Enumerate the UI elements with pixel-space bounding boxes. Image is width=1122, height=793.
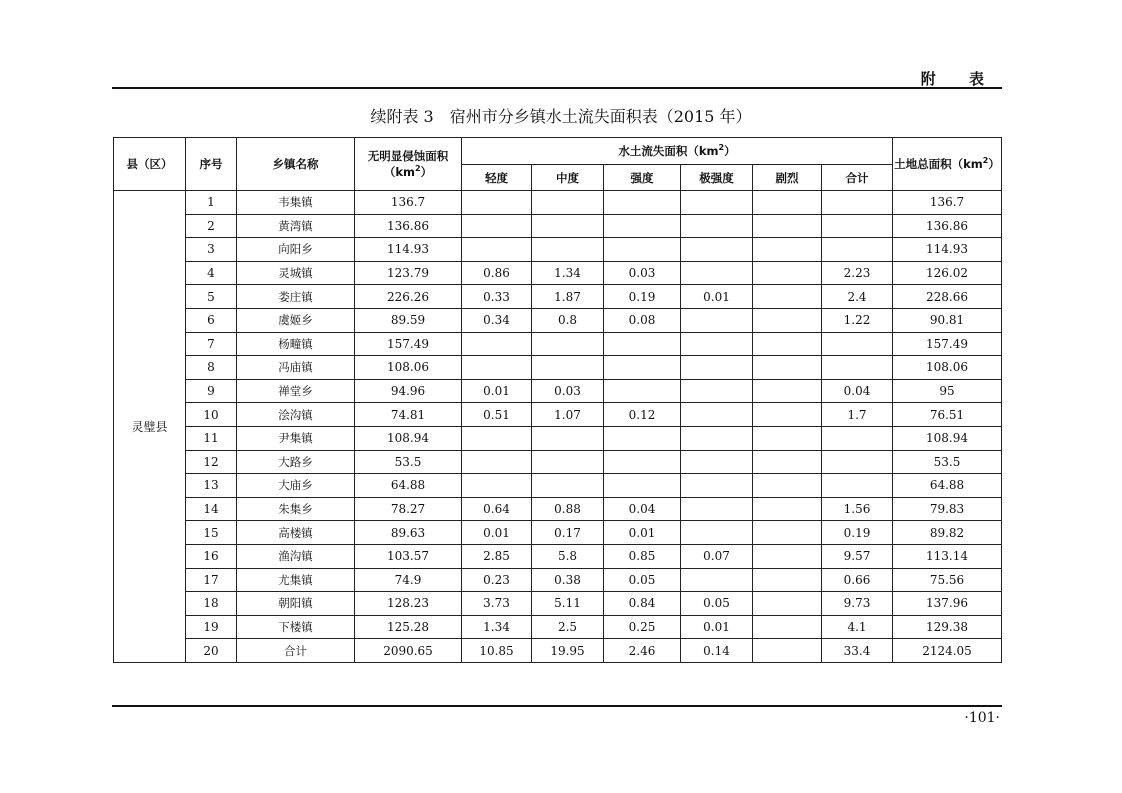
severe-cell (753, 214, 822, 238)
strong-cell: 0.12 (604, 403, 681, 427)
table-row (114, 521, 1002, 545)
very-strong-cell (681, 403, 753, 427)
moderate-cell: 0.38 (532, 568, 604, 592)
subtotal-cell (822, 332, 893, 356)
table-row (114, 615, 1002, 639)
seq-cell: 12 (186, 450, 237, 474)
header-no-erosion-line1: 无明显侵蚀面积 (367, 149, 449, 163)
moderate-cell (532, 332, 604, 356)
light-cell: 0.64 (462, 497, 532, 521)
light-cell: 0.01 (462, 521, 532, 545)
severe-cell (753, 521, 822, 545)
town-cell: 娄庄镇 (237, 285, 355, 309)
very-strong-cell (681, 568, 753, 592)
county-cell: 灵璧县 (114, 191, 186, 663)
table-row (114, 426, 1002, 450)
town-cell: 大路乡 (237, 450, 355, 474)
severe-cell (753, 497, 822, 521)
header-very-strong: 极强度 (681, 165, 753, 191)
no-erosion-cell: 226.26 (355, 285, 462, 309)
moderate-cell: 5.8 (532, 544, 604, 568)
town-cell: 杨疃镇 (237, 332, 355, 356)
header-county: 县（区） (114, 138, 186, 191)
no-erosion-cell: 89.59 (355, 308, 462, 332)
light-cell (462, 450, 532, 474)
town-cell: 禅堂乡 (237, 379, 355, 403)
header-no-erosion-unit-post: ） (420, 165, 433, 179)
header-total-area (893, 138, 1002, 191)
table-row (114, 592, 1002, 616)
subtotal-cell (822, 474, 893, 498)
moderate-cell (532, 356, 604, 380)
moderate-cell: 2.5 (532, 615, 604, 639)
town-cell: 灵城镇 (237, 261, 355, 285)
header-seq: 序号 (186, 138, 237, 191)
no-erosion-cell: 136.86 (355, 214, 462, 238)
header-total-area-pre: 土地总面积（km (894, 157, 983, 171)
subtotal-cell: 0.19 (822, 521, 893, 545)
severe-cell (753, 568, 822, 592)
very-strong-cell: 0.07 (681, 544, 753, 568)
subtotal-cell (822, 356, 893, 380)
town-cell: 冯庙镇 (237, 356, 355, 380)
seq-cell: 15 (186, 521, 237, 545)
header-no-erosion (355, 138, 462, 191)
severe-cell (753, 356, 822, 380)
subtotal-cell: 2.23 (822, 261, 893, 285)
very-strong-cell (681, 356, 753, 380)
severe-cell (753, 474, 822, 498)
no-erosion-cell: 123.79 (355, 261, 462, 285)
strong-cell: 0.03 (604, 261, 681, 285)
subtotal-cell: 0.66 (822, 568, 893, 592)
severe-cell (753, 261, 822, 285)
total-cell: 95 (893, 379, 1002, 403)
no-erosion-cell: 74.9 (355, 568, 462, 592)
total-cell: 137.96 (893, 592, 1002, 616)
top-rule (112, 87, 1002, 89)
moderate-cell: 1.07 (532, 403, 604, 427)
town-cell: 向阳乡 (237, 238, 355, 262)
table-row (114, 379, 1002, 403)
no-erosion-cell: 136.7 (355, 191, 462, 215)
seq-cell: 8 (186, 356, 237, 380)
severe-cell (753, 615, 822, 639)
subtotal-cell (822, 450, 893, 474)
moderate-cell (532, 450, 604, 474)
header-erosion-group-pre: 水土流失面积（km (618, 144, 719, 158)
very-strong-cell (681, 497, 753, 521)
severe-cell (753, 308, 822, 332)
town-cell: 朱集乡 (237, 497, 355, 521)
seq-cell: 17 (186, 568, 237, 592)
bottom-rule (112, 705, 1002, 707)
severe-cell (753, 238, 822, 262)
light-cell (462, 426, 532, 450)
table-row (114, 356, 1002, 380)
strong-cell: 2.46 (604, 639, 681, 663)
subtotal-cell: 9.73 (822, 592, 893, 616)
moderate-cell (532, 191, 604, 215)
light-cell (462, 214, 532, 238)
moderate-cell: 0.88 (532, 497, 604, 521)
light-cell (462, 474, 532, 498)
header-moderate: 中度 (532, 165, 604, 191)
moderate-cell: 1.87 (532, 285, 604, 309)
total-cell: 90.81 (893, 308, 1002, 332)
seq-cell: 9 (186, 379, 237, 403)
very-strong-cell (681, 474, 753, 498)
seq-cell: 6 (186, 308, 237, 332)
town-cell: 浍沟镇 (237, 403, 355, 427)
table-row (114, 285, 1002, 309)
moderate-cell: 0.03 (532, 379, 604, 403)
strong-cell: 0.05 (604, 568, 681, 592)
severe-cell (753, 544, 822, 568)
table-row (114, 403, 1002, 427)
strong-cell (604, 238, 681, 262)
moderate-cell: 0.17 (532, 521, 604, 545)
seq-cell: 11 (186, 426, 237, 450)
subtotal-cell (822, 214, 893, 238)
seq-cell: 3 (186, 238, 237, 262)
seq-cell: 4 (186, 261, 237, 285)
severe-cell (753, 592, 822, 616)
subtotal-cell: 2.4 (822, 285, 893, 309)
no-erosion-cell: 157.49 (355, 332, 462, 356)
town-cell: 下楼镇 (237, 615, 355, 639)
table-row (114, 450, 1002, 474)
no-erosion-cell: 108.94 (355, 426, 462, 450)
header-erosion-group-post: ） (724, 144, 736, 158)
header-no-erosion-line2 (355, 164, 461, 180)
header-subtotal: 合计 (822, 165, 893, 191)
light-cell: 0.34 (462, 308, 532, 332)
light-cell: 0.33 (462, 285, 532, 309)
strong-cell: 0.25 (604, 615, 681, 639)
total-cell: 2124.05 (893, 639, 1002, 663)
total-cell: 113.14 (893, 544, 1002, 568)
moderate-cell: 5.11 (532, 592, 604, 616)
table-row (114, 332, 1002, 356)
town-cell: 虞姬乡 (237, 308, 355, 332)
subtotal-cell: 0.04 (822, 379, 893, 403)
strong-cell: 0.01 (604, 521, 681, 545)
no-erosion-cell: 103.57 (355, 544, 462, 568)
table-row (114, 261, 1002, 285)
subtotal-cell: 1.22 (822, 308, 893, 332)
seq-cell: 10 (186, 403, 237, 427)
total-cell: 79.83 (893, 497, 1002, 521)
strong-cell (604, 426, 681, 450)
total-cell: 136.7 (893, 191, 1002, 215)
seq-cell: 20 (186, 639, 237, 663)
subtotal-cell (822, 191, 893, 215)
erosion-area-table (113, 137, 1002, 663)
very-strong-cell (681, 308, 753, 332)
seq-cell: 7 (186, 332, 237, 356)
town-cell: 朝阳镇 (237, 592, 355, 616)
header-town: 乡镇名称 (237, 138, 355, 191)
light-cell (462, 191, 532, 215)
total-cell: 76.51 (893, 403, 1002, 427)
subtotal-cell: 1.7 (822, 403, 893, 427)
very-strong-cell (681, 261, 753, 285)
total-cell: 89.82 (893, 521, 1002, 545)
table-body (114, 191, 1002, 663)
very-strong-cell (681, 521, 753, 545)
moderate-cell (532, 238, 604, 262)
severe-cell (753, 332, 822, 356)
very-strong-cell: 0.01 (681, 615, 753, 639)
severe-cell (753, 426, 822, 450)
light-cell: 0.86 (462, 261, 532, 285)
seq-cell: 19 (186, 615, 237, 639)
very-strong-cell: 0.05 (681, 592, 753, 616)
no-erosion-cell: 94.96 (355, 379, 462, 403)
strong-cell (604, 356, 681, 380)
section-header-label: 附 表 (920, 70, 998, 88)
light-cell (462, 238, 532, 262)
severe-cell (753, 450, 822, 474)
header-total-area-sup: 2 (982, 156, 989, 166)
seq-cell: 13 (186, 474, 237, 498)
total-cell: 126.02 (893, 261, 1002, 285)
severe-cell (753, 403, 822, 427)
table-title: 续附表 3 宿州市分乡镇水土流失面积表（2015 年） (370, 107, 752, 126)
total-cell: 157.49 (893, 332, 1002, 356)
no-erosion-cell: 53.5 (355, 450, 462, 474)
strong-cell (604, 214, 681, 238)
town-cell: 渔沟镇 (237, 544, 355, 568)
very-strong-cell (681, 214, 753, 238)
town-cell: 韦集镇 (237, 191, 355, 215)
seq-cell: 16 (186, 544, 237, 568)
table-row (114, 191, 1002, 215)
severe-cell (753, 639, 822, 663)
table-row (114, 474, 1002, 498)
no-erosion-cell: 2090.65 (355, 639, 462, 663)
subtotal-cell (822, 426, 893, 450)
no-erosion-cell: 125.28 (355, 615, 462, 639)
very-strong-cell (681, 332, 753, 356)
light-cell: 2.85 (462, 544, 532, 568)
header-no-erosion-unit-sup: 2 (415, 164, 421, 174)
no-erosion-cell: 64.88 (355, 474, 462, 498)
seq-cell: 18 (186, 592, 237, 616)
town-cell: 黄湾镇 (237, 214, 355, 238)
strong-cell (604, 450, 681, 474)
table-row (114, 544, 1002, 568)
moderate-cell: 19.95 (532, 639, 604, 663)
seq-cell: 14 (186, 497, 237, 521)
severe-cell (753, 191, 822, 215)
strong-cell: 0.19 (604, 285, 681, 309)
light-cell (462, 356, 532, 380)
subtotal-cell (822, 238, 893, 262)
total-cell: 108.94 (893, 426, 1002, 450)
light-cell: 0.23 (462, 568, 532, 592)
town-cell: 大庙乡 (237, 474, 355, 498)
header-total-area-post: ） (988, 157, 1000, 171)
table-row (114, 214, 1002, 238)
strong-cell: 0.04 (604, 497, 681, 521)
total-cell: 53.5 (893, 450, 1002, 474)
subtotal-cell: 33.4 (822, 639, 893, 663)
moderate-cell (532, 214, 604, 238)
header-no-erosion-unit-pre: （km (383, 165, 416, 179)
table-row (114, 639, 1002, 663)
very-strong-cell (681, 238, 753, 262)
moderate-cell: 1.34 (532, 261, 604, 285)
total-cell: 129.38 (893, 615, 1002, 639)
header-severe: 剧烈 (753, 165, 822, 191)
header-erosion-group (462, 138, 893, 165)
subtotal-cell: 4.1 (822, 615, 893, 639)
table-row (114, 497, 1002, 521)
total-cell: 114.93 (893, 238, 1002, 262)
no-erosion-cell: 128.23 (355, 592, 462, 616)
header-strong: 强度 (604, 165, 681, 191)
light-cell: 0.51 (462, 403, 532, 427)
very-strong-cell: 0.01 (681, 285, 753, 309)
page-number: ·101· (964, 710, 1000, 726)
seq-cell: 1 (186, 191, 237, 215)
total-cell: 64.88 (893, 474, 1002, 498)
total-cell: 228.66 (893, 285, 1002, 309)
table-row (114, 308, 1002, 332)
light-cell (462, 332, 532, 356)
strong-cell (604, 191, 681, 215)
very-strong-cell (681, 426, 753, 450)
strong-cell: 0.84 (604, 592, 681, 616)
header-light: 轻度 (462, 165, 532, 191)
total-cell: 75.56 (893, 568, 1002, 592)
header-erosion-group-sup: 2 (718, 143, 725, 153)
town-cell: 尤集镇 (237, 568, 355, 592)
very-strong-cell: 0.14 (681, 639, 753, 663)
no-erosion-cell: 89.63 (355, 521, 462, 545)
total-cell: 108.06 (893, 356, 1002, 380)
moderate-cell (532, 474, 604, 498)
moderate-cell: 0.8 (532, 308, 604, 332)
table-row (114, 568, 1002, 592)
light-cell: 10.85 (462, 639, 532, 663)
strong-cell (604, 474, 681, 498)
light-cell: 0.01 (462, 379, 532, 403)
table-row (114, 238, 1002, 262)
very-strong-cell (681, 191, 753, 215)
seq-cell: 5 (186, 285, 237, 309)
seq-cell: 2 (186, 214, 237, 238)
light-cell: 1.34 (462, 615, 532, 639)
strong-cell: 0.08 (604, 308, 681, 332)
severe-cell (753, 285, 822, 309)
table-header (114, 138, 1002, 191)
light-cell: 3.73 (462, 592, 532, 616)
no-erosion-cell: 114.93 (355, 238, 462, 262)
total-cell: 136.86 (893, 214, 1002, 238)
severe-cell (753, 379, 822, 403)
very-strong-cell (681, 450, 753, 474)
no-erosion-cell: 78.27 (355, 497, 462, 521)
strong-cell: 0.85 (604, 544, 681, 568)
strong-cell (604, 332, 681, 356)
moderate-cell (532, 426, 604, 450)
town-cell: 尹集镇 (237, 426, 355, 450)
no-erosion-cell: 74.81 (355, 403, 462, 427)
no-erosion-cell: 108.06 (355, 356, 462, 380)
town-cell: 高楼镇 (237, 521, 355, 545)
strong-cell (604, 379, 681, 403)
town-cell: 合计 (237, 639, 355, 663)
subtotal-cell: 9.57 (822, 544, 893, 568)
very-strong-cell (681, 379, 753, 403)
subtotal-cell: 1.56 (822, 497, 893, 521)
